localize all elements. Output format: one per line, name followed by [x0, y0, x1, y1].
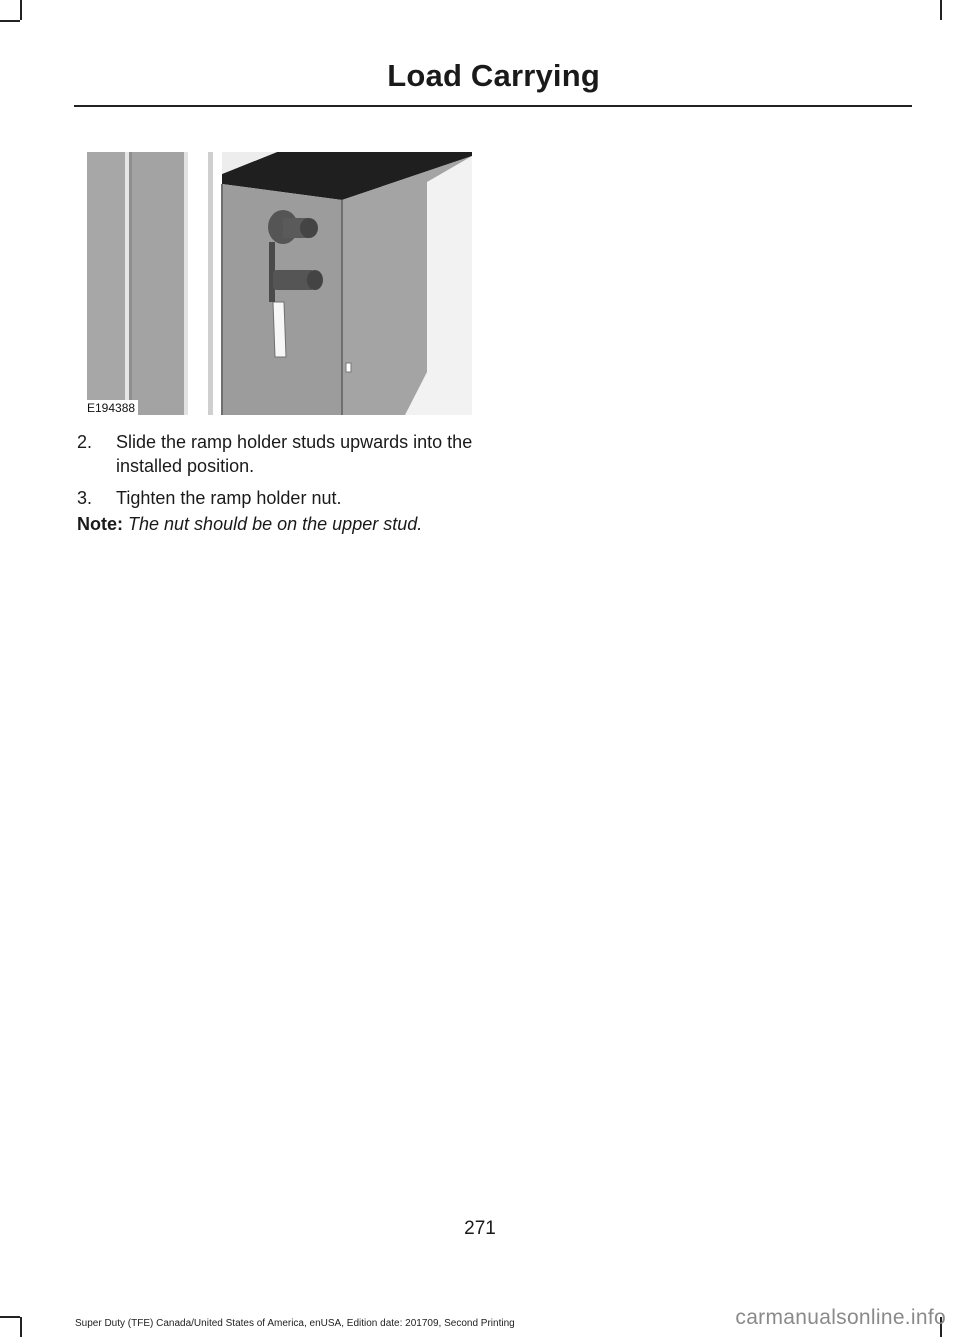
- page-number: 271: [464, 1218, 496, 1239]
- step-item: [77, 430, 477, 478]
- figure-id-label: E194388: [85, 400, 138, 415]
- crop-mark-top-left-vertical: [20, 0, 22, 20]
- step-number: 2.: [77, 432, 93, 452]
- step-item: [77, 486, 477, 510]
- instruction-steps: [77, 430, 477, 518]
- note-label: Note:: [77, 514, 123, 534]
- footer-edition-info: Super Duty (TFE) Canada/United States of America, enUSA, Edition date: 201709, Second Printing: [75, 1318, 515, 1329]
- step-text: Tighten the ramp holder nut.: [116, 488, 342, 508]
- crop-mark-top-right: [940, 0, 942, 20]
- crop-mark-bottom-left-vertical: [20, 1317, 22, 1337]
- note-text: The nut should be on the upper stud.: [128, 514, 423, 534]
- watermark: carmanualsonline.info: [735, 1306, 946, 1329]
- note: [77, 512, 497, 536]
- crop-mark-top-left-horizontal: [0, 20, 20, 22]
- page-title: Load Carrying: [387, 58, 600, 93]
- step-number: 3.: [77, 488, 93, 508]
- ramp-holder-illustration: [87, 152, 472, 415]
- header-divider: [74, 105, 912, 107]
- crop-mark-bottom-left-horizontal: [0, 1316, 20, 1318]
- ramp-holder-drawing: [87, 152, 472, 415]
- step-text: Slide the ramp holder studs upwards into the installed position.: [116, 432, 473, 476]
